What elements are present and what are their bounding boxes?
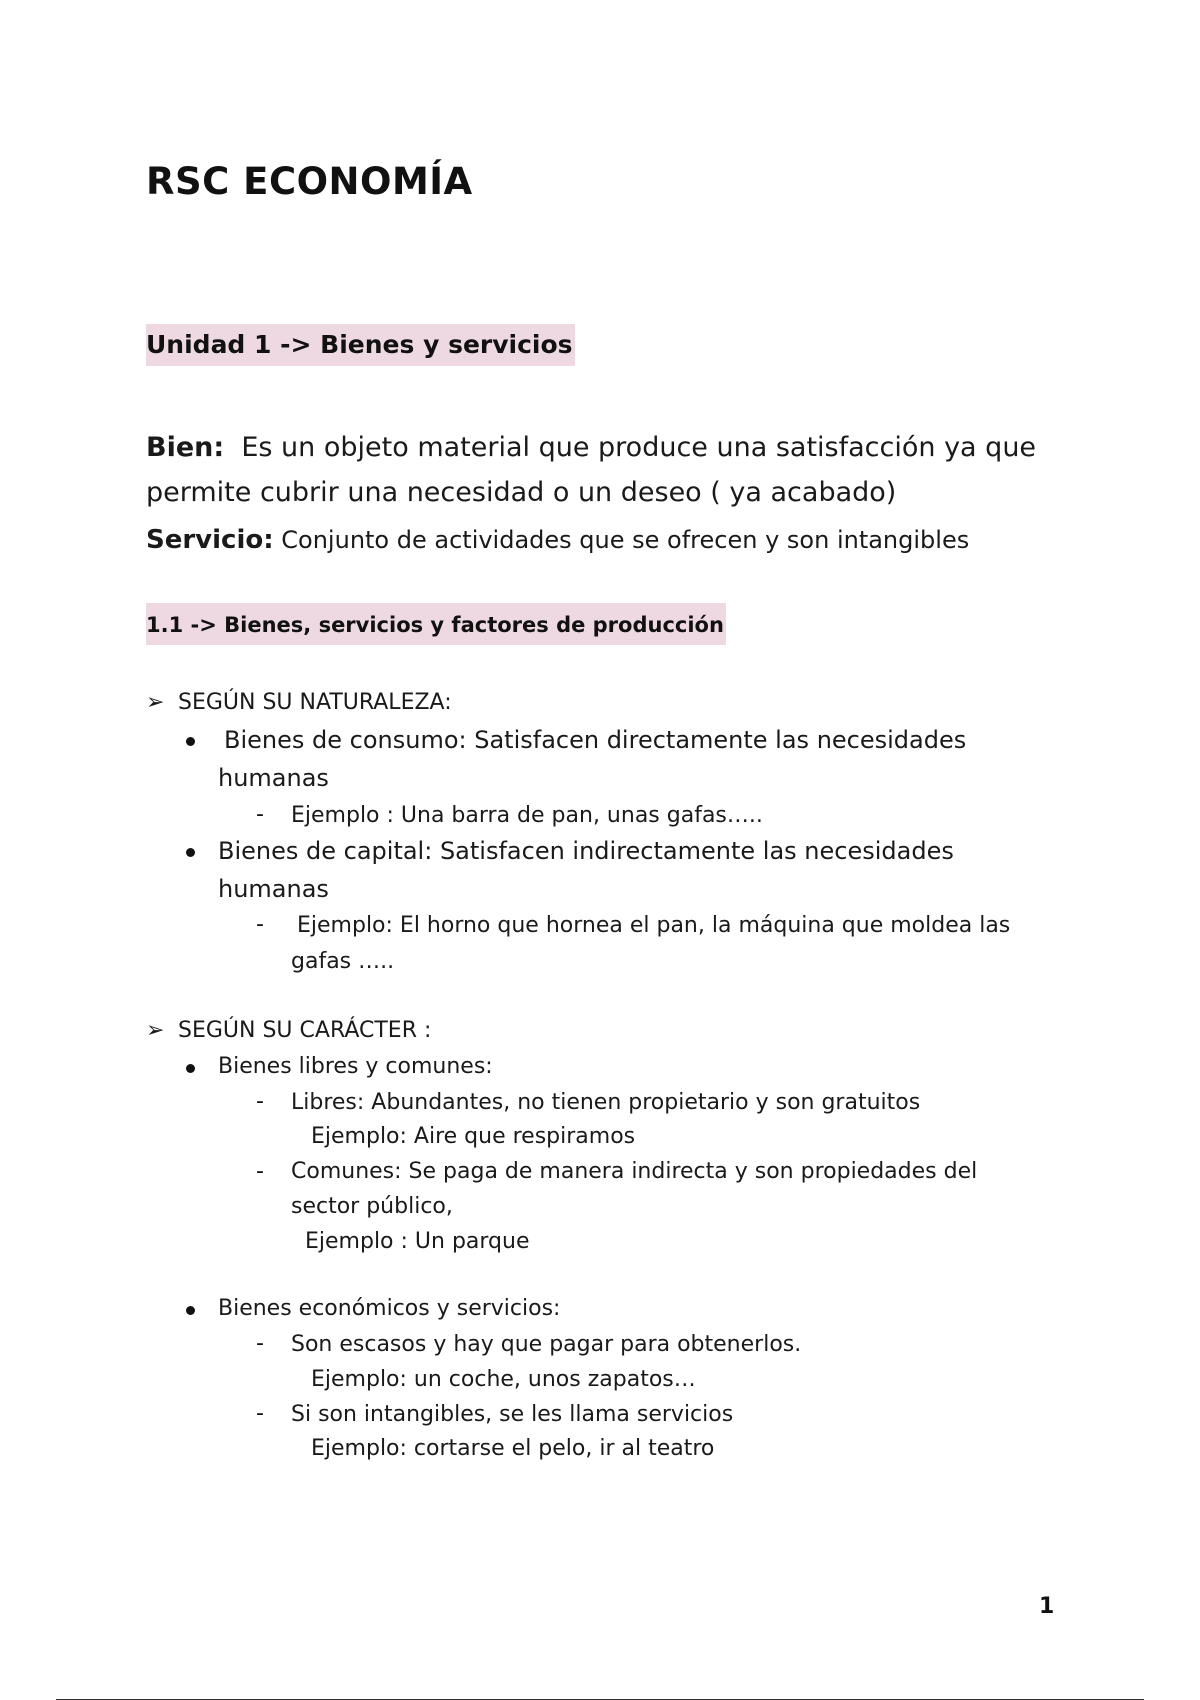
- bien-definition-line2: permite cubrir una necesidad o un deseo ( ya acabado): [146, 477, 897, 508]
- document-title: RSC ECONOMÍA: [146, 160, 473, 203]
- intangibles-line: Si son intangibles, se les llama servicios: [291, 1402, 734, 1427]
- arrow-icon: ➢: [146, 690, 165, 715]
- capital-line2: humanas: [218, 875, 329, 903]
- bien-definition-line1: [146, 432, 1036, 463]
- consumo-line1: Bienes de consumo: Satisfacen directamente las necesidades: [224, 726, 967, 754]
- arrow-icon: ➢: [146, 1018, 165, 1043]
- servicio-label: Servicio:: [146, 525, 274, 555]
- servicio-text: Conjunto de actividades que se ofrecen y son intangibles: [281, 526, 970, 554]
- libres-example: Ejemplo: Aire que respiramos: [311, 1124, 636, 1149]
- sub-heading: 1.1 -> Bienes, servicios y factores de producción: [146, 603, 726, 645]
- bullet-icon: [186, 848, 195, 857]
- bien-label: Bien:: [146, 432, 225, 463]
- capital-line1: Bienes de capital: Satisfacen indirectamente las necesidades: [218, 837, 954, 865]
- section-caracter-heading: [146, 1018, 431, 1043]
- caracter-heading-text: SEGÚN SU CARÁCTER :: [178, 1018, 432, 1043]
- capital-example-line2: gafas …..: [291, 949, 395, 974]
- section-naturaleza-heading: [146, 690, 452, 715]
- consumo-example: Ejemplo : Una barra de pan, unas gafas…..: [291, 803, 763, 828]
- bullet-icon: [186, 737, 195, 746]
- dash-icon: -: [256, 1089, 264, 1114]
- dash-icon: -: [256, 912, 264, 937]
- libres-comunes-heading: Bienes libres y comunes:: [218, 1054, 493, 1079]
- page-number: 1: [1039, 1594, 1055, 1619]
- intangibles-example: Ejemplo: cortarse el pelo, ir al teatro: [311, 1436, 715, 1461]
- dash-icon: -: [256, 1159, 264, 1184]
- libres-line: Libres: Abundantes, no tienen propietario y son gratuitos: [291, 1090, 921, 1115]
- unit-heading: Unidad 1 -> Bienes y servicios: [146, 324, 575, 366]
- dash-icon: -: [256, 1331, 264, 1356]
- economicos-heading: Bienes económicos y servicios:: [218, 1296, 561, 1321]
- comunes-line1: Comunes: Se paga de manera indirecta y son propiedades del: [291, 1159, 978, 1184]
- dash-icon: -: [256, 1401, 264, 1426]
- naturaleza-heading-text: SEGÚN SU NATURALEZA:: [178, 690, 452, 715]
- escasos-line: Son escasos y hay que pagar para obtenerlos.: [291, 1332, 802, 1357]
- bullet-icon: [186, 1306, 195, 1315]
- comunes-line2: sector público,: [291, 1194, 453, 1219]
- bullet-icon: [186, 1064, 195, 1073]
- capital-example-line1: Ejemplo: El horno que hornea el pan, la máquina que moldea las: [297, 913, 1011, 938]
- escasos-example: Ejemplo: un coche, unos zapatos…: [311, 1367, 696, 1392]
- comunes-example: Ejemplo : Un parque: [305, 1229, 530, 1254]
- servicio-definition: [146, 525, 969, 555]
- bien-text-line1: Es un objeto material que produce una satisfacción ya que: [241, 432, 1037, 463]
- dash-icon: -: [256, 802, 264, 827]
- consumo-line2: humanas: [218, 764, 329, 792]
